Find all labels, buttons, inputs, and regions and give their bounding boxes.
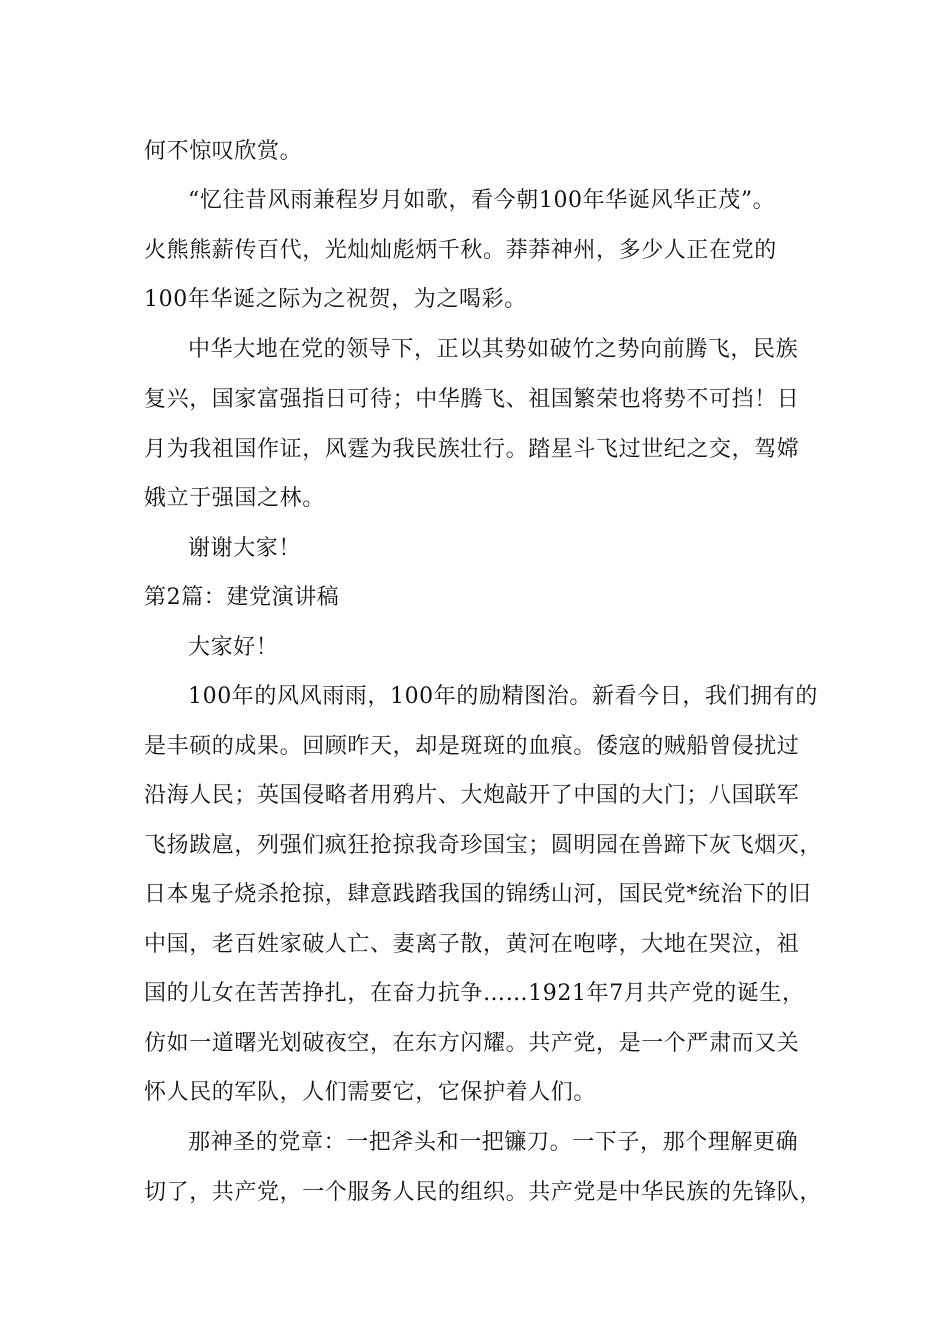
text-line: 中国，老百姓家破人亡、妻离子散，黄河在咆哮，大地在哭泣，祖 bbox=[144, 932, 800, 957]
closing-line: 谢谢大家！ bbox=[188, 536, 302, 561]
text-line: 仿如一道曙光划破夜空，在东方闪耀。共产党，是一个严肃而又关 bbox=[144, 1031, 800, 1056]
text-line: 怀人民的军队，人们需要它，它保护着人们。 bbox=[144, 1080, 597, 1105]
text-line: 是丰硕的成果。回顾昨天，却是斑斑的血痕。倭寇的贼船曾侵扰过 bbox=[144, 734, 800, 759]
text-line: 国的儿女在苦苦挣扎，在奋力抗争……1921年7月共产党的诞生， bbox=[144, 981, 805, 1006]
text-line: 火熊熊薪传百代，光灿灿彪炳千秋。莽莽神州，多少人正在党的 bbox=[144, 238, 777, 263]
text-line: 飞扬跋扈，列强们疯狂抢掠我奇珍国宝；圆明园在兽蹄下灰飞烟灭， bbox=[144, 833, 823, 858]
text-line: 娥立于强国之林。 bbox=[144, 486, 325, 511]
text-line: 切了，共产党，一个服务人民的组织。共产党是中华民族的先锋队， bbox=[144, 1180, 823, 1205]
text-line: 复兴，国家富强指日可待；中华腾飞、祖国繁荣也将势不可挡！日 bbox=[144, 387, 800, 412]
paragraph-start: “忆往昔风雨兼程岁月如歌，看今朝100年华诞风华正茂”。 bbox=[188, 188, 776, 213]
text-line: 月为我祖国作证，风霆为我民族壮行。踏星斗飞过世纪之交，驾嫦 bbox=[144, 437, 800, 462]
paragraph-start: 中华大地在党的领导下，正以其势如破竹之势向前腾飞，民族 bbox=[188, 337, 799, 362]
section-heading: 第2篇：建党演讲稿 bbox=[144, 585, 340, 610]
paragraph-start: 100年的风风雨雨，100年的励精图治。新看今日，我们拥有的 bbox=[188, 684, 818, 709]
text-line: 何不惊叹欣赏。 bbox=[144, 139, 303, 164]
text-line: 沿海人民；英国侵略者用鸦片、大炮敲开了中国的大门；八国联军 bbox=[144, 783, 800, 808]
text-line: 100年华诞之际为之祝贺，为之喝彩。 bbox=[144, 287, 527, 312]
text-line: 日本鬼子烧杀抢掠，肆意践踏我国的锦绣山河，国民党*统治下的旧 bbox=[144, 882, 812, 907]
greeting-line: 大家好！ bbox=[188, 635, 279, 660]
paragraph-start: 那神圣的党章：一把斧头和一把镰刀。一下子，那个理解更确 bbox=[188, 1130, 799, 1155]
